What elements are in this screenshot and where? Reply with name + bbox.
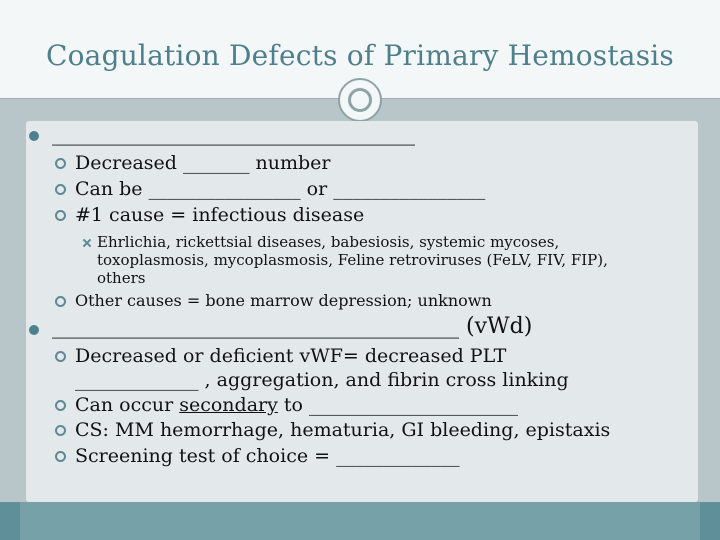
bullet-level2-icon bbox=[55, 351, 66, 362]
section1-subitem-line3: others bbox=[97, 269, 146, 287]
bullet-level2-icon bbox=[55, 184, 66, 195]
section2-item2-pre: Can occur bbox=[75, 394, 180, 416]
section1-item1: Decreased _______ number bbox=[75, 152, 331, 174]
ring-inner-icon bbox=[348, 88, 372, 112]
bullet-level1-icon bbox=[29, 131, 39, 141]
section1-item4: Other causes = bone marrow depression; unknown bbox=[75, 291, 492, 310]
bullet-level2-icon bbox=[55, 158, 66, 169]
section2-item1: Decreased or deficient vWF= decreased PLT bbox=[75, 345, 507, 367]
bullet-level2-icon bbox=[55, 425, 66, 436]
section2-item2-post: to ______________________ bbox=[277, 394, 519, 416]
footer-left-block bbox=[0, 502, 20, 540]
section1-subitem-line1: Ehrlichia, rickettsial diseases, babesiosis, systemic mycoses, bbox=[97, 233, 560, 251]
bullet-level2-icon bbox=[55, 210, 66, 221]
bullet-level2-icon bbox=[55, 451, 66, 462]
bullet-level3-icon bbox=[83, 239, 91, 247]
section2-item2 bbox=[75, 394, 518, 416]
footer-right-block bbox=[700, 502, 720, 540]
section2-heading: _____________________________________ (vWd) bbox=[52, 314, 533, 339]
section2-item1-continuation: _____________ , aggregation, and fibrin cross linking bbox=[75, 369, 569, 391]
ring-ornament-icon bbox=[338, 78, 382, 122]
section2-item3: CS: MM hemorrhage, hematuria, GI bleeding, epistaxis bbox=[75, 419, 611, 441]
section1-item3: #1 cause = infectious disease bbox=[75, 204, 365, 226]
section1-subitem-line2: toxoplasmosis, mycoplasmosis, Feline retroviruses (FeLV, FIV, FIP), bbox=[97, 251, 608, 269]
section2-item2-underlined: secondary bbox=[179, 394, 278, 416]
slide-title: Coagulation Defects of Primary Hemostasis bbox=[46, 39, 674, 72]
section1-heading: _________________________________ bbox=[52, 121, 415, 146]
section2-item4: Screening test of choice = _____________ bbox=[75, 445, 460, 467]
bullet-level1-icon bbox=[29, 325, 39, 335]
footer-bar bbox=[0, 502, 720, 540]
section1-item2: Can be ________________ or ________________ bbox=[75, 178, 486, 200]
bullet-level2-icon bbox=[55, 296, 66, 307]
bullet-level2-icon bbox=[55, 400, 66, 411]
